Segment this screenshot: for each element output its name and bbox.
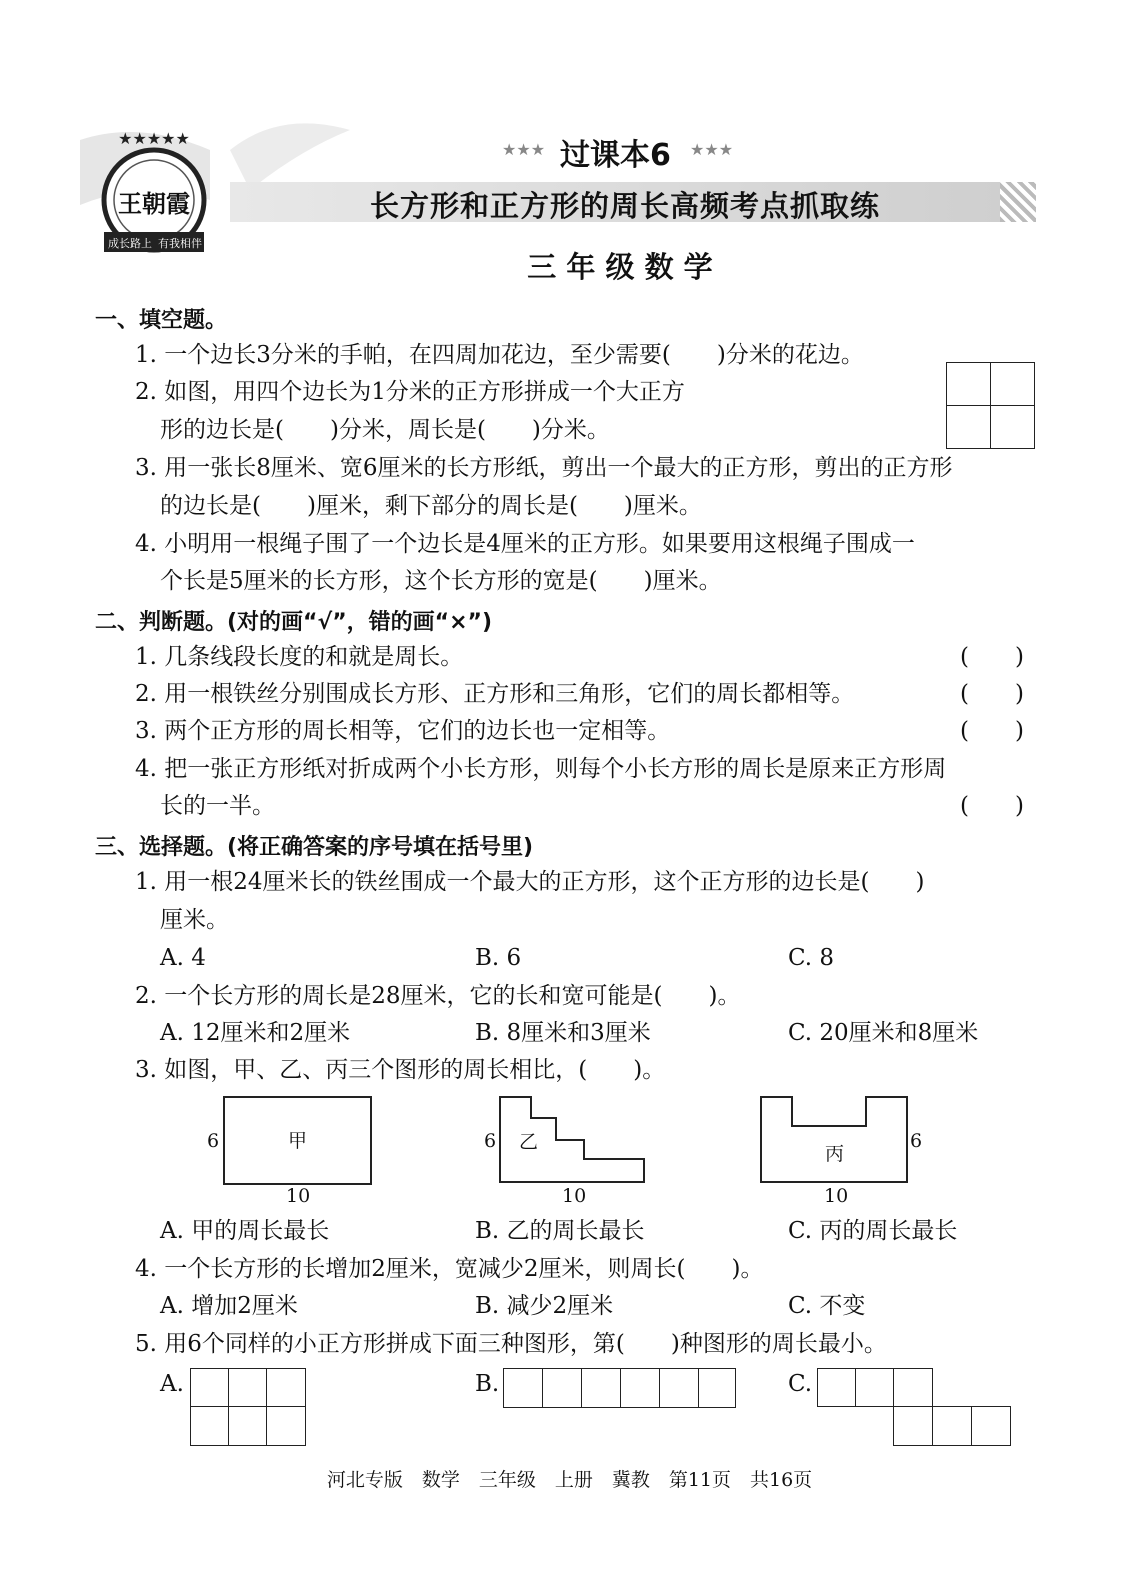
figure-yi-name: 乙 bbox=[519, 1131, 539, 1153]
page-title: 长方形和正方形的周长高频考点抓取练 bbox=[369, 189, 880, 223]
s3-q1-option-c[interactable]: C. 8 bbox=[788, 945, 835, 971]
s1-q1: 1. 一个边长3分米的手帕，在四周加花边，至少需要( )分米的花边。 bbox=[135, 342, 864, 368]
s3-q1-line2: 厘米。 bbox=[160, 907, 229, 933]
s3-q4-option-c[interactable]: C. 不变 bbox=[788, 1293, 866, 1319]
s3-q3-option-b[interactable]: B. 乙的周长最长 bbox=[475, 1218, 645, 1244]
figure-bing-name: 丙 bbox=[825, 1143, 845, 1165]
figure-bing-width: 10 bbox=[824, 1185, 849, 1207]
logo-slogan-right: 有我相伴 bbox=[158, 237, 202, 250]
figure-yi-height: 6 bbox=[484, 1130, 497, 1152]
s1-q4-line1: 4. 小明用一根绳子围了一个边长是4厘米的正方形。如果要用这根绳子围成一 bbox=[135, 531, 915, 557]
page-subtitle: 三 年 级 数 学 bbox=[527, 250, 713, 284]
s2-q2: 2. 用一根铁丝分别围成长方形、正方形和三角形，它们的周长都相等。 bbox=[135, 681, 855, 707]
s3-q4-option-a[interactable]: A. 增加2厘米 bbox=[160, 1293, 298, 1319]
s3-q5-label-b[interactable]: B. bbox=[475, 1371, 500, 1397]
q5-figure-b bbox=[503, 1368, 736, 1408]
series-stars-right: ★★★ bbox=[690, 140, 734, 159]
s2-q4-line2: 长的一半。 bbox=[160, 793, 275, 819]
figure-yi-width: 10 bbox=[562, 1185, 587, 1207]
section1-heading: 一、填空题。 bbox=[95, 308, 228, 333]
s3-q3-option-c[interactable]: C. 丙的周长最长 bbox=[788, 1218, 958, 1244]
logo-badge bbox=[98, 128, 210, 256]
figure-bing bbox=[759, 1095, 911, 1185]
s3-q5-label-c[interactable]: C. bbox=[788, 1371, 813, 1397]
q5-figure-c bbox=[817, 1368, 1011, 1446]
s3-q1-option-b[interactable]: B. 6 bbox=[475, 945, 522, 971]
four-square-figure bbox=[946, 362, 1035, 449]
s3-q4-option-b[interactable]: B. 减少2厘米 bbox=[475, 1293, 614, 1319]
s3-q5-label-a[interactable]: A. bbox=[160, 1371, 184, 1397]
q5-figure-a bbox=[190, 1368, 306, 1446]
logo-slogan-left: 成长路上 bbox=[108, 237, 152, 250]
s3-q2-option-b[interactable]: B. 8厘米和3厘米 bbox=[475, 1020, 651, 1046]
page-footer: 河北专版 数学 三年级 上册 冀教 第11页 共16页 bbox=[326, 1469, 813, 1491]
s2-q3: 3. 两个正方形的周长相等，它们的边长也一定相等。 bbox=[135, 718, 671, 744]
figure-jia-name: 甲 bbox=[288, 1130, 308, 1152]
s2-q4-blank[interactable]: ( ) bbox=[960, 793, 1024, 819]
s1-q4-line2: 个长是5厘米的长方形，这个长方形的宽是( )厘米。 bbox=[160, 568, 722, 594]
s1-q3-line2: 的边长是( )厘米，剩下部分的周长是( )厘米。 bbox=[160, 493, 702, 519]
s3-q2-option-c[interactable]: C. 20厘米和8厘米 bbox=[788, 1020, 979, 1046]
figure-bing-height: 6 bbox=[910, 1130, 923, 1152]
s2-q4-line1: 4. 把一张正方形纸对折成两个小长方形，则每个小长方形的周长是原来正方形周 bbox=[135, 756, 947, 782]
section3-heading: 三、选择题。(将正确答案的序号填在括号里) bbox=[95, 835, 534, 860]
s2-q1: 1. 几条线段长度的和就是周长。 bbox=[135, 644, 464, 670]
s3-q2: 2. 一个长方形的周长是28厘米，它的长和宽可能是( )。 bbox=[135, 983, 741, 1009]
figure-jia-width: 10 bbox=[286, 1185, 311, 1207]
series-label: 过课本6 bbox=[560, 138, 671, 173]
series-stars-left: ★★★ bbox=[502, 140, 546, 159]
s3-q4: 4. 一个长方形的长增加2厘米，宽减少2厘米，则周长( )。 bbox=[135, 1256, 764, 1282]
s2-q1-blank[interactable]: ( ) bbox=[960, 644, 1024, 670]
s2-q2-blank[interactable]: ( ) bbox=[960, 681, 1024, 707]
s1-q2-line2: 形的边长是( )分米，周长是( )分米。 bbox=[160, 417, 610, 443]
s3-q1-line1: 1. 用一根24厘米长的铁丝围成一个最大的正方形，这个正方形的边长是( ) bbox=[135, 869, 925, 895]
s3-q3: 3. 如图，甲、乙、丙三个图形的周长相比，( )。 bbox=[135, 1057, 666, 1083]
s3-q1-option-a[interactable]: A. 4 bbox=[160, 945, 206, 971]
s3-q5: 5. 用6个同样的小正方形拼成下面三种图形，第( )种图形的周长最小。 bbox=[135, 1331, 887, 1357]
figure-jia-height: 6 bbox=[207, 1130, 220, 1152]
logo-text: 王朝霞 bbox=[118, 189, 190, 218]
s3-q2-option-a[interactable]: A. 12厘米和2厘米 bbox=[160, 1020, 351, 1046]
s1-q2-line1: 2. 如图，用四个边长为1分米的正方形拼成一个大正方 bbox=[135, 379, 685, 405]
section2-heading: 二、判断题。(对的画“√”，错的画“×”) bbox=[95, 610, 493, 635]
s1-q3-line1: 3. 用一张长8厘米、宽6厘米的长方形纸，剪出一个最大的正方形，剪出的正方形 bbox=[135, 455, 953, 481]
s3-q3-option-a[interactable]: A. 甲的周长最长 bbox=[160, 1218, 330, 1244]
s2-q3-blank[interactable]: ( ) bbox=[960, 718, 1024, 744]
svg-text:★★★★★: ★★★★★ bbox=[118, 129, 190, 148]
